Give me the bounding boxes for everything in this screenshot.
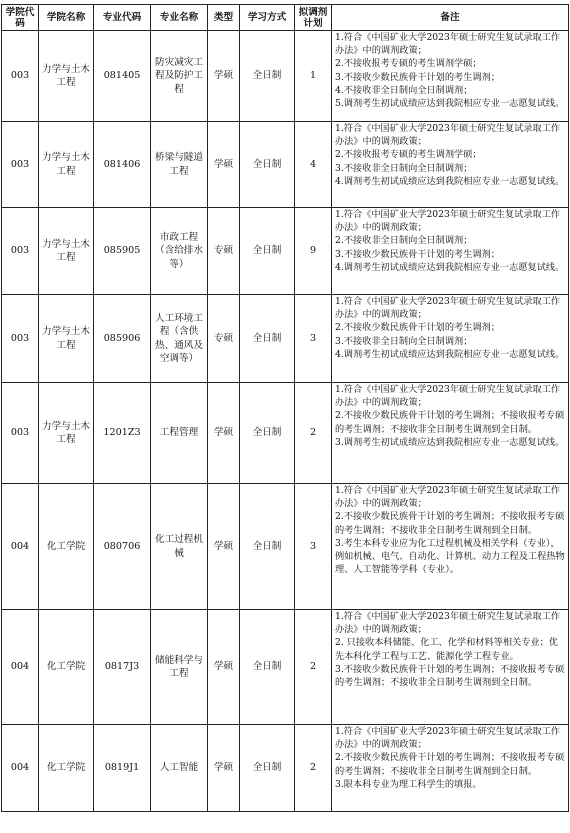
mode-cell: 全日制 <box>240 383 295 484</box>
major-code-cell: 085906 <box>94 295 151 383</box>
major-name-cell: 人工智能 <box>151 725 208 812</box>
table-row <box>2 484 569 610</box>
college-name-cell: 力学与土木工程 <box>39 295 94 383</box>
mode-cell: 全日制 <box>240 31 295 122</box>
type-cell: 学硕 <box>208 31 240 122</box>
major-name-cell: 市政工程（含给排水等） <box>151 208 208 295</box>
note-line: 1.符合《中国矿业大学2023年硕士研究生复试录取工作办法》中的调剂政策； <box>335 384 561 409</box>
type-cell: 学硕 <box>208 122 240 208</box>
type-cell: 专硕 <box>208 295 240 383</box>
note-line: 1.符合《中国矿业大学2023年硕士研究生复试录取工作办法》中的调剂政策； <box>335 32 561 57</box>
major-name-cell: 防灾减灾工程及防护工程 <box>151 31 208 122</box>
note-line: 3.考生本科专业应为化工过程机械及相关学科（专业），例如机械、电气、自动化、计算机、动力工程及工程热物理、人工智能等学科（专业）。 <box>335 537 565 576</box>
type-cell: 学硕 <box>208 610 240 725</box>
note-line: 5.调剂考生初试成绩应达到我院相应专业一志愿复试线。 <box>335 98 565 110</box>
type-cell: 学硕 <box>208 383 240 484</box>
college-code-cell: 004 <box>2 610 39 725</box>
major-code-cell: 081406 <box>94 122 151 208</box>
plan-cell: 4 <box>295 122 332 208</box>
plan-cell: 9 <box>295 208 332 295</box>
plan-cell: 2 <box>295 725 332 812</box>
college-code-cell: 003 <box>2 208 39 295</box>
note-line: 3.不接收少数民族骨干计划的考生调剂； <box>335 248 500 260</box>
note-line: 1.符合《中国矿业大学2023年硕士研究生复试录取工作办法》中的调剂政策； <box>335 209 561 234</box>
major-code-cell: 080706 <box>94 484 151 610</box>
note-line: 2.不接收少数民族骨干计划的考生调剂； <box>335 322 500 334</box>
note-line: 4.不接收非全日制向全日制调剂； <box>335 84 473 96</box>
note-line: 2.不接收少数民族骨干计划的考生调剂；不接收报考专硕的考生调剂；不接收非全日制考生调剂到全日制。 <box>335 410 565 435</box>
notes-cell <box>332 31 569 122</box>
note-line: 2.不接收少数民族骨干计划的考生调剂；不接收报考专硕的考生调剂；不接收非全日制考生调剂到全日制。 <box>335 752 565 777</box>
mode-cell: 全日制 <box>240 484 295 610</box>
adjustment-table <box>1 4 569 812</box>
note-line: 1.符合《中国矿业大学2023年硕士研究生复试录取工作办法》中的调剂政策； <box>335 611 561 636</box>
plan-cell: 2 <box>295 610 332 725</box>
notes-cell <box>332 383 569 484</box>
type-cell: 学硕 <box>208 484 240 610</box>
note-line: 2.不接收少数民族骨干计划的考生调剂；不接收报考专硕的考生调剂；不接收非全日制考生调剂到全日制。 <box>335 511 565 536</box>
plan-cell: 1 <box>295 31 332 122</box>
header-plan: 拟调剂计划 <box>295 5 332 31</box>
note-line: 3.不接收非全日制向全日制调剂； <box>335 162 473 174</box>
type-cell: 专硕 <box>208 208 240 295</box>
table-row <box>2 208 569 295</box>
college-name-cell: 力学与土木工程 <box>39 122 94 208</box>
note-line: 1.符合《中国矿业大学2023年硕士研究生复试录取工作办法》中的调剂政策； <box>335 296 561 321</box>
major-code-cell: 0817J3 <box>94 610 151 725</box>
header-college-code: 学院代码 <box>2 5 39 31</box>
notes-cell <box>332 725 569 812</box>
plan-cell: 3 <box>295 295 332 383</box>
header-college-name: 学院名称 <box>39 5 94 31</box>
note-line: 3.不接收少数民族骨干计划的考生调剂；不接收报考专硕的考生调剂；不接收非全日制考生调剂到全日制。 <box>335 663 565 689</box>
table-row <box>2 31 569 122</box>
major-name-cell: 工程管理 <box>151 383 208 484</box>
college-name-cell: 力学与土木工程 <box>39 383 94 484</box>
major-name-cell: 人工环境工程（含供热、通风及空调等） <box>151 295 208 383</box>
header-type: 类型 <box>208 5 240 31</box>
header-major-code: 专业代码 <box>94 5 151 31</box>
college-code-cell: 003 <box>2 383 39 484</box>
plan-cell: 3 <box>295 484 332 610</box>
note-line: 4.调剂考生初试成绩应达到我院相应专业一志愿复试线。 <box>335 348 565 360</box>
note-line: 3.不接收少数民族骨干计划的考生调剂； <box>335 71 500 83</box>
table-row <box>2 122 569 208</box>
college-code-cell: 004 <box>2 725 39 812</box>
major-code-cell: 1201Z3 <box>94 383 151 484</box>
note-line: 4.调剂考生初试成绩应达到我院相应专业一志愿复试线。 <box>335 261 565 273</box>
mode-cell: 全日制 <box>240 208 295 295</box>
major-name-cell: 桥梁与隧道工程 <box>151 122 208 208</box>
note-line: 2.不接收非全日制向全日制调剂； <box>335 235 473 247</box>
note-line: 2.不接收报考专硕的考生调剂学硕； <box>335 58 482 70</box>
notes-cell <box>332 208 569 295</box>
college-name-cell: 力学与土木工程 <box>39 31 94 122</box>
college-name-cell: 化工学院 <box>39 610 94 725</box>
college-name-cell: 化工学院 <box>39 484 94 610</box>
college-code-cell: 003 <box>2 295 39 383</box>
note-line: 1.符合《中国矿业大学2023年硕士研究生复试录取工作办法》中的调剂政策； <box>335 726 561 751</box>
table-row <box>2 383 569 484</box>
header-row <box>2 5 569 31</box>
college-name-cell: 化工学院 <box>39 725 94 812</box>
notes-cell <box>332 484 569 610</box>
header-major-name: 专业名称 <box>151 5 208 31</box>
note-line: 2. 只接收本科储能、化工、化学和材料等相关专业；优先本科化学工程与工艺、能源化学工程专业。 <box>335 637 558 662</box>
major-name-cell: 化工过程机械 <box>151 484 208 610</box>
note-line: 3.限本科专业为理工科学生的填报。 <box>335 778 482 790</box>
mode-cell: 全日制 <box>240 725 295 812</box>
college-code-cell: 003 <box>2 31 39 122</box>
college-code-cell: 004 <box>2 484 39 610</box>
mode-cell: 全日制 <box>240 295 295 383</box>
notes-cell <box>332 610 569 725</box>
note-line: 4.调剂考生初试成绩应达到我院相应专业一志愿复试线。 <box>335 175 565 187</box>
note-line: 2.不接收报考专硕的考生调剂学硕； <box>335 149 482 161</box>
notes-cell <box>332 295 569 383</box>
header-notes: 备注 <box>332 5 569 31</box>
header-mode: 学习方式 <box>240 5 295 31</box>
college-name-cell: 力学与土木工程 <box>39 208 94 295</box>
type-cell: 学硕 <box>208 725 240 812</box>
table-row <box>2 725 569 812</box>
table-row <box>2 295 569 383</box>
notes-cell <box>332 122 569 208</box>
note-line: 3.不接收非全日制向全日制调剂； <box>335 335 473 347</box>
note-line: 3.调剂考生初试成绩应达到我院相应专业一志愿复试线。 <box>335 436 565 448</box>
mode-cell: 全日制 <box>240 610 295 725</box>
major-code-cell: 081405 <box>94 31 151 122</box>
plan-cell: 2 <box>295 383 332 484</box>
note-line: 1.符合《中国矿业大学2023年硕士研究生复试录取工作办法》中的调剂政策； <box>335 485 561 510</box>
major-code-cell: 0819J1 <box>94 725 151 812</box>
table-row <box>2 610 569 725</box>
college-code-cell: 003 <box>2 122 39 208</box>
major-name-cell: 储能科学与工程 <box>151 610 208 725</box>
note-line: 1.符合《中国矿业大学2023年硕士研究生复试录取工作办法》中的调剂政策； <box>335 123 561 148</box>
major-code-cell: 085905 <box>94 208 151 295</box>
mode-cell: 全日制 <box>240 122 295 208</box>
